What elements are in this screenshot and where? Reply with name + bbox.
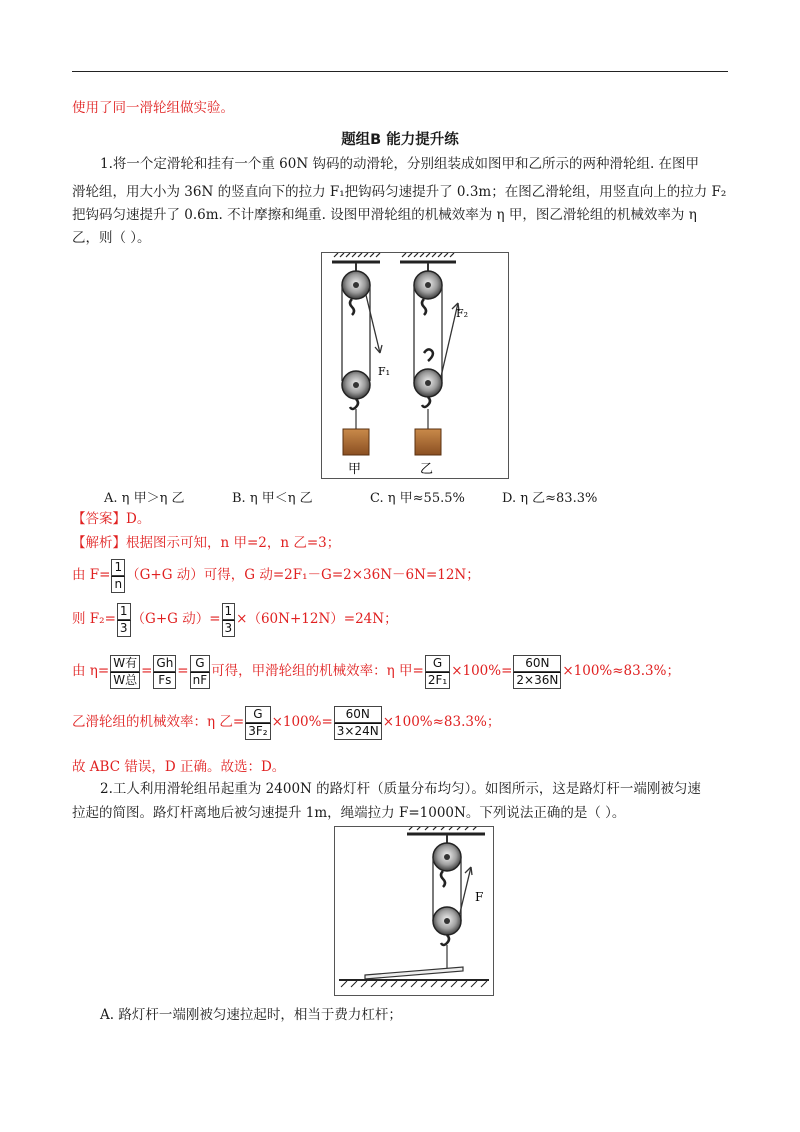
q1-analysis-line3 (72, 600, 398, 638)
section-title: 题组B 能力提升练 (341, 132, 459, 148)
fraction-g-over-3f2 (245, 706, 270, 740)
frac-num: 60N (334, 706, 382, 723)
q2-line1: 2.工人利用滑轮组吊起重为 2400N 的路灯杆（质量分布均匀）。如图所示，这是路灯杆一端刚被匀速 (100, 781, 701, 797)
ceiling-2 (407, 827, 485, 834)
q2-line2: 拉起的简图。路灯杆离地后被匀速提升 1m，绳端拉力 F=1000N。下列说法正确的是（ ）。 (72, 805, 626, 821)
analysis-4b: = (141, 663, 153, 679)
label-f2: F₂ (456, 307, 469, 320)
frac-num: 60N (513, 655, 561, 672)
fraction-g-over-nf (190, 655, 211, 689)
analysis-4e: ×100%= (451, 663, 513, 679)
weight-block-right (415, 429, 441, 455)
analysis-3b: （G+G 动）= (131, 611, 221, 627)
label-jia: 甲 (348, 462, 362, 477)
frac-num: G (245, 706, 270, 723)
q1-line4: 乙，则（ ）。 (72, 230, 151, 246)
fraction-g-over-2f1 (425, 655, 450, 689)
fraction-gh-over-fs (153, 655, 176, 689)
pulley-figure-1 (321, 252, 509, 479)
ceiling-left (332, 253, 380, 262)
hook-right-mid-icon (424, 349, 433, 361)
frac-den: 3×24N (334, 723, 382, 740)
frac-den: n (111, 576, 125, 593)
fraction-1-over-n (111, 559, 125, 593)
q1-analysis-line4 (72, 650, 680, 692)
analysis-5b: ×100%= (271, 714, 333, 730)
frac-den: W总 (110, 672, 140, 689)
label-f1: F₁ (378, 365, 391, 378)
q2-option-a: A. 路灯杆一端刚被匀速拉起时，相当于费力杠杆； (100, 1007, 402, 1023)
label-yi: 乙 (420, 462, 434, 477)
frac-den: 3 (117, 620, 131, 637)
hook-left-top-icon (350, 299, 354, 315)
analysis-2b: （G+G 动）可得，G 动=2F₁－G=2×36N－6N=12N； (126, 567, 480, 583)
pulley-figure-2 (334, 826, 494, 996)
label-f: F (475, 890, 484, 904)
frac-den: 2F₁ (425, 672, 450, 689)
fraction-60-over-3x24 (334, 706, 382, 740)
option-d: D. η 乙≈83.3% (502, 491, 598, 506)
hook-right-bottom-icon (422, 397, 430, 407)
fraction-1-over-3-b (222, 603, 236, 637)
analysis-4d: 可得，甲滑轮组的机械效率：η 甲= (211, 663, 424, 679)
intro-text: 使用了同一滑轮组做实验。 (72, 100, 234, 116)
q1-analysis-line5 (72, 702, 500, 742)
analysis-label: 【解析】 (72, 535, 126, 551)
q1-analysis-line1 (72, 534, 340, 552)
analysis-4f: ×100%≈83.3%； (562, 663, 680, 679)
q1-line1: 1.将一个定滑轮和挂有一个重 60N 钩码的动滑轮，分别组装成如图甲和乙所示的两种滑轮组. 在图甲 (100, 156, 700, 172)
frac-den: nF (190, 672, 211, 689)
weight-block-left (343, 429, 369, 455)
frac-num: Gh (153, 655, 176, 672)
frac-num: 1 (222, 603, 236, 620)
hook-left-bottom-icon (350, 399, 358, 409)
fraction-1-over-3-a (117, 603, 131, 637)
analysis-text-1: 根据图示可知，n 甲=2，n 乙=3； (126, 535, 341, 551)
frac-den: 3F₂ (245, 723, 270, 740)
frac-num: G (425, 655, 450, 672)
frac-den: Fs (153, 672, 176, 689)
arrow-f-icon (465, 867, 472, 875)
analysis-5a: 乙滑轮组的机械效率：η 乙= (72, 714, 245, 730)
analysis-5c: ×100%≈83.3%； (382, 714, 501, 730)
q1-analysis-line2 (72, 556, 480, 594)
frac-num: 1 (111, 559, 125, 576)
analysis-2a: 由 F= (72, 567, 111, 583)
option-b: B. η 甲＜η 乙 (232, 491, 313, 506)
q1-analysis-line6: 故 ABC 错误，D 正确。故选：D。 (72, 759, 286, 775)
header-rule (72, 71, 728, 72)
lamp-pole-diagram-svg (335, 827, 493, 995)
analysis-4c: = (177, 663, 189, 679)
pulley-diagram-svg (322, 253, 508, 478)
analysis-3c: ×（60N+12N）=24N； (236, 611, 398, 627)
ceiling-right (400, 253, 456, 262)
frac-den: 2×36N (513, 672, 561, 689)
q1-line3: 把钩码匀速提升了 0.6m. 不计摩擦和绳重. 设图甲滑轮组的机械效率为 η 甲，图乙滑轮组的机械效率为 η (72, 207, 697, 223)
frac-num: 1 (117, 603, 131, 620)
hook-2-top-icon (441, 871, 445, 887)
analysis-4a: 由 η= (72, 663, 110, 679)
frac-num: G (190, 655, 211, 672)
option-a: A. η 甲＞η 乙 (104, 491, 185, 506)
lamp-pole (365, 967, 463, 979)
q1-answer: 【答案】D。 (72, 511, 151, 527)
hook-2-bottom-icon (441, 935, 449, 945)
frac-num: W有 (110, 655, 140, 672)
option-c: C. η 甲≈55.5% (370, 491, 465, 506)
fraction-w-you-over-w-zong (110, 655, 140, 689)
analysis-3a: 则 F₂= (72, 611, 116, 627)
hook-right-top-icon (422, 299, 426, 315)
q1-line2: 滑轮组，用大小为 36N 的竖直向下的拉力 F₁把钩码匀速提升了 0.3m；在图乙滑轮组，用竖直向上的拉力 F₂ (72, 184, 727, 200)
ground-hatch (341, 981, 487, 987)
frac-den: 3 (222, 620, 236, 637)
fraction-60-over-2x36 (513, 655, 561, 689)
